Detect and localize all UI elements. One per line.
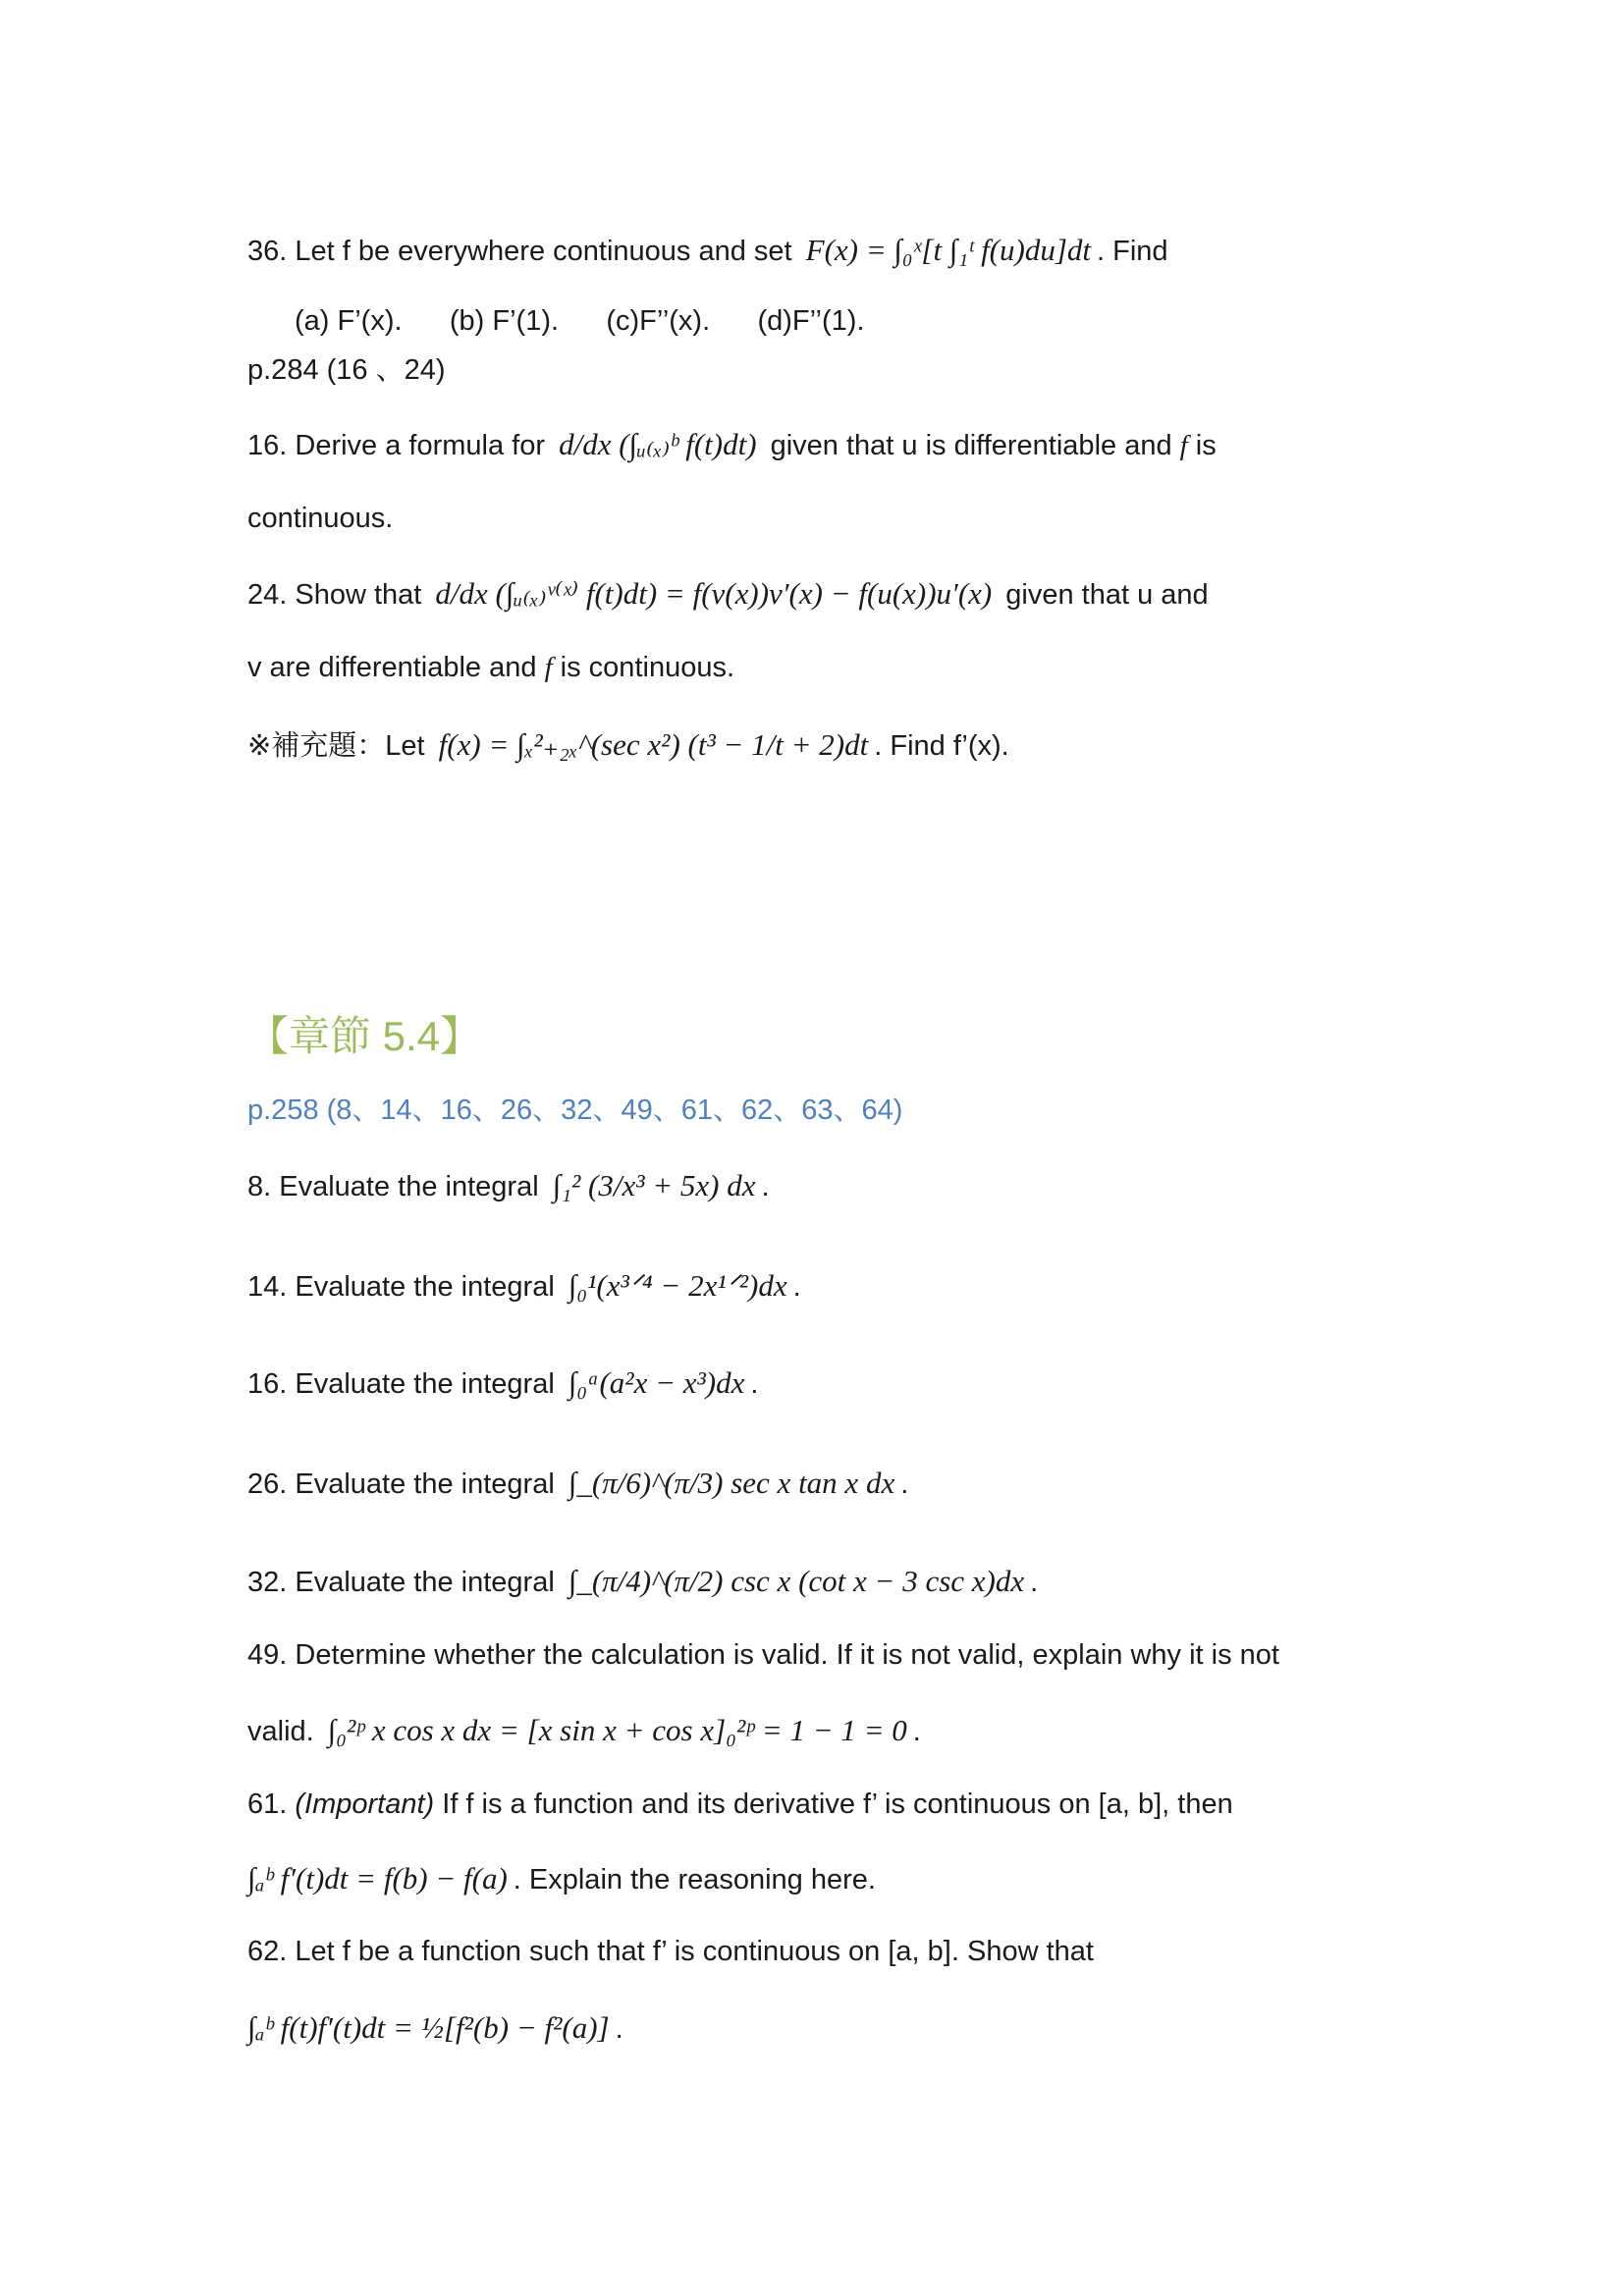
problem-61 bbox=[247, 1785, 1233, 1824]
math-f: f bbox=[1179, 430, 1188, 461]
important-label: (Important) bbox=[295, 1789, 435, 1820]
text: 61. bbox=[247, 1789, 296, 1820]
math-expression: ∫_(π/4)^(π/2) csc x (cot x − 3 csc x)dx bbox=[568, 1564, 1025, 1598]
problem-36 bbox=[247, 231, 1168, 271]
text: 8. Evaluate the integral bbox=[247, 1171, 547, 1202]
text: . bbox=[912, 1716, 921, 1747]
problem-16 bbox=[247, 1363, 758, 1404]
problem-16-cont: continuous. bbox=[247, 503, 394, 534]
text: . bbox=[1030, 1567, 1039, 1598]
text: 36. Let f be everywhere continuous and set bbox=[247, 236, 800, 267]
text: 14. Evaluate the integral bbox=[247, 1271, 563, 1303]
text: v are differentiable and bbox=[247, 652, 545, 683]
problem-32 bbox=[247, 1562, 1038, 1602]
text: 26. Evaluate the integral bbox=[247, 1468, 563, 1500]
text: ※補充題：Let bbox=[247, 730, 433, 762]
text: is continuous. bbox=[552, 652, 735, 683]
problem-49-cont bbox=[247, 1711, 921, 1751]
text: If f is a function and its derivative f’ is continuous on [a, b], then bbox=[434, 1789, 1233, 1820]
text: . bbox=[792, 1271, 801, 1303]
math-expression: ∫ₐᵇ f′(t)dt = f(b) − f(a) bbox=[247, 1861, 508, 1896]
math-expression: ∫₀¹(x³ᐟ⁴ − 2x¹ᐟ²)dx bbox=[568, 1268, 787, 1303]
math-expression: ∫_(π/6)^(π/3) sec x tan x dx bbox=[568, 1466, 895, 1500]
page-reference-258: p.258 (8、14、16、26、32、49、61、62、63、64) bbox=[247, 1095, 903, 1126]
text: 16. Derive a formula for bbox=[247, 430, 554, 461]
problem-62-cont bbox=[247, 2008, 623, 2049]
text: given that u is differentiable and bbox=[762, 430, 1180, 461]
text: given that u and bbox=[998, 579, 1209, 611]
text: . bbox=[750, 1368, 759, 1400]
text: 16. Evaluate the integral bbox=[247, 1368, 563, 1400]
problem-62: 62. Let f be a function such that f’ is continuous on [a, b]. Show that bbox=[247, 1936, 1094, 1967]
problem-26 bbox=[247, 1464, 908, 1504]
page-reference-284: p.284 (16 、24) bbox=[247, 354, 446, 386]
text: is bbox=[1187, 430, 1217, 461]
text: . Explain the reasoning here. bbox=[513, 1864, 876, 1896]
section-heading: 【章節 5.4】 bbox=[247, 1013, 482, 1059]
text: 24. Show that bbox=[247, 579, 430, 611]
text: . Find bbox=[1097, 236, 1168, 267]
problem-24-cont bbox=[247, 648, 734, 687]
text: 32. Evaluate the integral bbox=[247, 1567, 563, 1598]
text: . bbox=[761, 1171, 770, 1202]
text: . bbox=[900, 1468, 909, 1500]
math-expression: ∫ₐᵇ f(t)f′(t)dt = ½[f²(b) − f²(a)] bbox=[247, 2010, 610, 2045]
problem-16-derive bbox=[247, 425, 1217, 465]
math-expression: ∫₀²ᵖ x cos x dx = [x sin x + cos x]₀²ᵖ = 1 − 1 = 0 bbox=[327, 1713, 907, 1747]
text: . Find f’(x). bbox=[874, 730, 1009, 762]
problem-61-cont bbox=[247, 1859, 876, 1899]
math-expression: ∫₁² (3/x³ + 5x) dx bbox=[552, 1168, 756, 1202]
problem-36-parts: (a) F’(x). (b) F’(1). (c)F’’(x). (d)F’’(1). bbox=[295, 305, 865, 337]
math-expression: d/dx (∫ᵤ₍ₓ₎ᵛ⁽ˣ⁾ f(t)dt) = f(v(x))v′(x) − f(u(x))u′(x) bbox=[435, 576, 993, 611]
text: . bbox=[615, 2013, 623, 2045]
math-expression: F(x) = ∫₀ˣ[t ∫₁ᵗ f(u)du]dt bbox=[805, 233, 1092, 267]
math-expression: ∫₀ᵃ(a²x − x³)dx bbox=[568, 1365, 745, 1400]
problem-8 bbox=[247, 1166, 770, 1206]
math-expression: f(x) = ∫ₓ²₊₂ₓ^(sec x²) (t³ − 1/t + 2)dt bbox=[438, 727, 869, 762]
problem-24 bbox=[247, 574, 1209, 614]
text: valid. bbox=[247, 1716, 322, 1747]
math-expression: d/dx (∫ᵤ₍ₓ₎ᵇ f(t)dt) bbox=[559, 427, 757, 461]
problem-14 bbox=[247, 1266, 801, 1307]
supplementary-problem bbox=[247, 725, 1009, 766]
math-f: f bbox=[544, 652, 553, 683]
problem-49: 49. Determine whether the calculation is valid. If it is not valid, explain why it is not bbox=[247, 1639, 1279, 1671]
